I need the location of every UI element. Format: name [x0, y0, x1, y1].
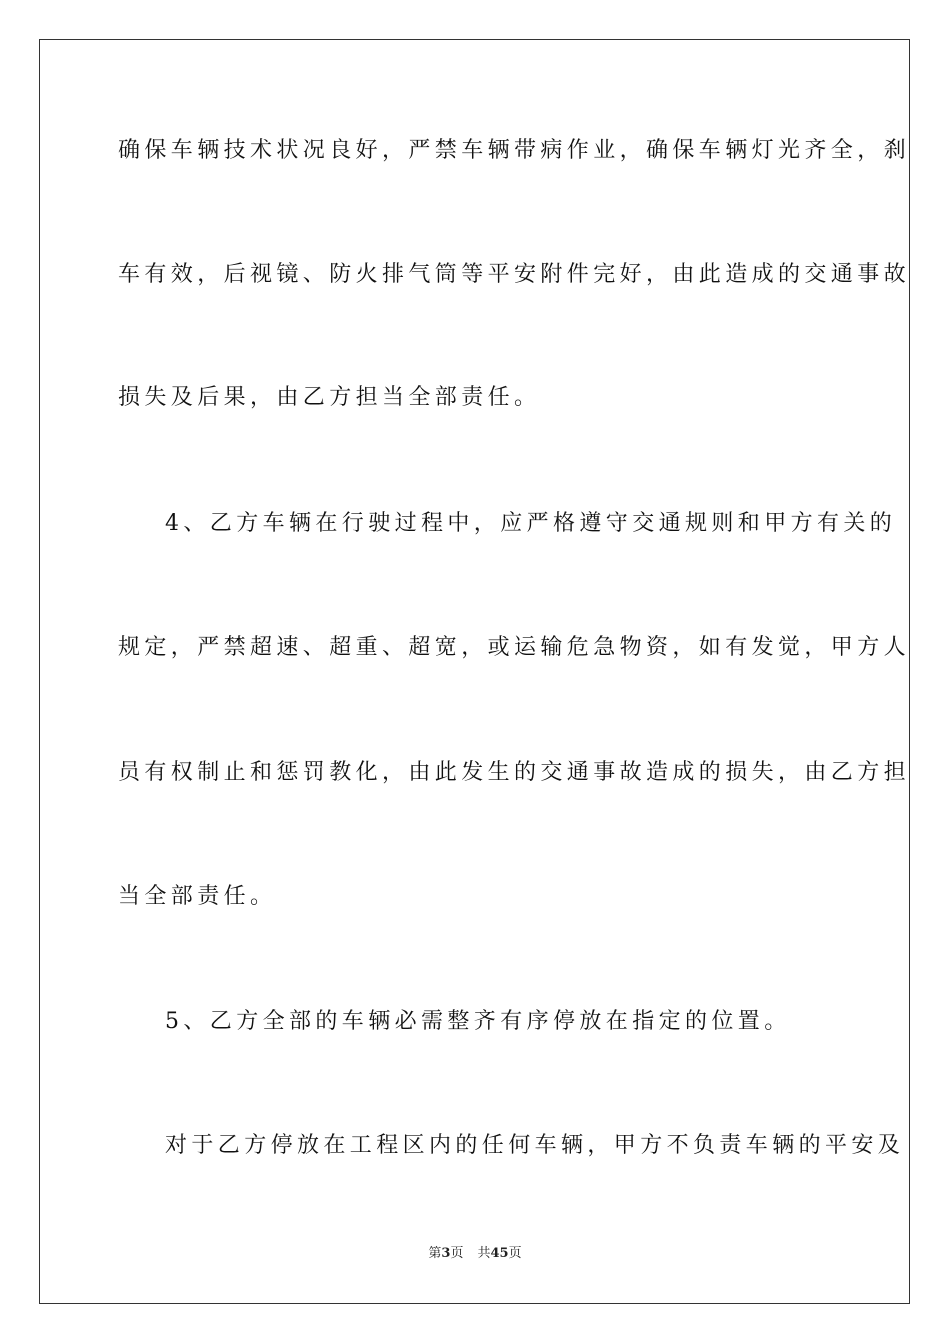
footer-page-prefix: 第	[428, 1246, 442, 1261]
footer-page-number: 3	[441, 1246, 451, 1261]
page-footer	[0, 1245, 950, 1263]
paragraph-5-line-1: 5、乙方全部的车辆必需整齐有序停放在指定的位置。	[165, 1009, 791, 1034]
body-line-1: 确保车辆技术状况良好，严禁车辆带病作业，确保车辆灯光齐全，刹	[118, 138, 911, 163]
body-line-7: 当全部责任。	[118, 884, 277, 909]
body-line-5: 规定，严禁超速、超重、超宽，或运输危急物资，如有发觉，甲方人	[118, 635, 911, 660]
footer-page-suffix: 页	[450, 1246, 464, 1261]
paragraph-6-line-1: 对于乙方停放在工程区内的任何车辆，甲方不负责车辆的平安及	[165, 1133, 905, 1158]
footer-total-prefix: 共	[477, 1246, 491, 1261]
footer-total-suffix: 页	[508, 1246, 522, 1261]
body-line-6: 员有权制止和惩罚教化，由此发生的交通事故造成的损失，由乙方担	[118, 760, 911, 785]
body-line-2: 车有效，后视镜、防火排气筒等平安附件完好，由此造成的交通事故	[118, 262, 911, 287]
paragraph-4-line-1: 4、乙方车辆在行驶过程中，应严格遵守交通规则和甲方有关的	[165, 511, 897, 536]
body-line-3: 损失及后果，由乙方担当全部责任。	[118, 385, 541, 410]
page-border	[39, 39, 910, 1304]
footer-total-pages: 45	[490, 1246, 509, 1261]
